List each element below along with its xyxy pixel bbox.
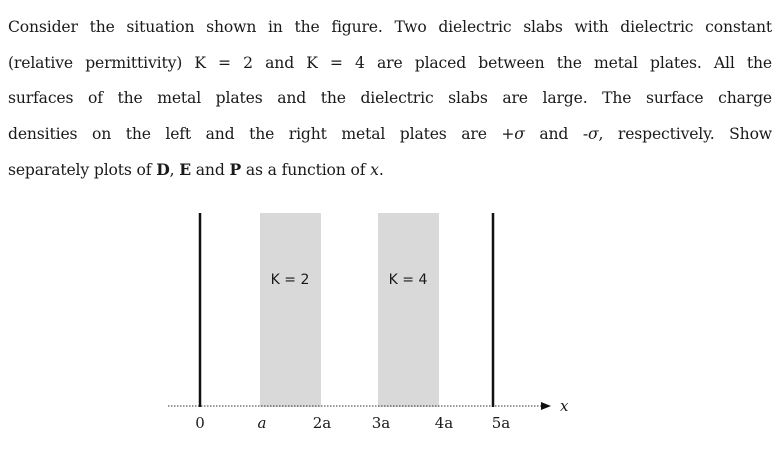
tick-label-2a: 2a — [312, 414, 332, 432]
x-axis-arrowhead — [541, 402, 551, 410]
problem-line-5-part-a: separately plots of — [8, 161, 157, 179]
vector-P-label: P — [229, 160, 242, 179]
problem-line-2-text: (relative permittivity) K = 2 and K = 4 are placed between the metal plates. All the — [8, 53, 772, 72]
sigma-symbol-negative: σ — [587, 124, 599, 143]
tick-label-a: a — [257, 414, 267, 432]
problem-line-3-text: surfaces of the metal plates and the dielectric slabs are large. The surface charge — [8, 89, 772, 107]
tick-label-5a: 5a — [491, 414, 511, 432]
vector-E-label: E — [179, 160, 191, 179]
axis-variable-label: x — [560, 397, 569, 415]
problem-line-5-comma: , — [169, 161, 180, 179]
dielectric-slab-k4 — [378, 213, 439, 407]
vector-D-label: D — [156, 160, 170, 179]
slab-label-k4: K = 4 — [388, 272, 428, 288]
problem-line-4-part-a: densities on the left and the right metal plates are + — [8, 124, 515, 143]
problem-line-5-end: . — [378, 161, 384, 179]
slab-label-k2: K = 2 — [270, 272, 310, 288]
problem-line-5-part-b: as a function of — [241, 161, 371, 179]
problem-line-4-part-b: and - — [524, 124, 588, 143]
problem-line-5-and: and — [190, 161, 230, 179]
problem-line-4-part-c: , respectively. Show — [598, 124, 772, 143]
sigma-symbol-positive: σ — [514, 124, 525, 143]
variable-x: x — [370, 161, 379, 179]
problem-line-1-text: Consider the situation shown in the figure. Two dielectric slabs with dielectric constant — [8, 18, 772, 36]
tick-label-4a: 4a — [434, 414, 454, 432]
dielectric-slab-k2 — [260, 213, 321, 407]
tick-label-3a: 3a — [371, 414, 391, 432]
tick-label-0: 0 — [195, 414, 205, 432]
